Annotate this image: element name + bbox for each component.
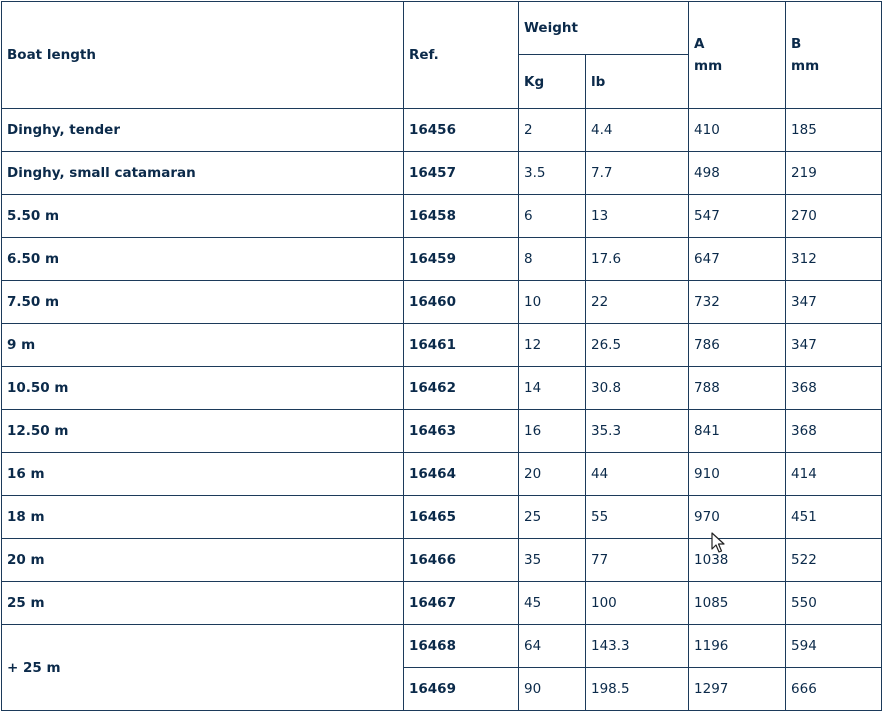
cell-lb: 26.5: [586, 324, 689, 367]
table-row: [2, 324, 882, 367]
cell-b: 312: [786, 238, 882, 281]
cell-a: 970: [689, 496, 786, 539]
cell-kg: 16: [519, 410, 586, 453]
cell-b: 185: [786, 109, 882, 152]
cell-ref: 16460: [404, 281, 519, 324]
cell-kg: 2: [519, 109, 586, 152]
cell-b: 219: [786, 152, 882, 195]
cell-a: 788: [689, 367, 786, 410]
cell-lb: 143.3: [586, 625, 689, 668]
header-boat-length: Boat length: [2, 2, 404, 109]
table-row: [2, 453, 882, 496]
cell-kg: 3.5: [519, 152, 586, 195]
header-kg: Kg: [519, 55, 586, 109]
cell-lb: 198.5: [586, 668, 689, 711]
cell-kg: 45: [519, 582, 586, 625]
header-b-label: B: [791, 36, 802, 52]
cell-kg: 20: [519, 453, 586, 496]
cell-a: 498: [689, 152, 786, 195]
table-row: [2, 410, 882, 453]
table-row: [2, 582, 882, 625]
cell-kg: 35: [519, 539, 586, 582]
header-a: [689, 2, 786, 109]
cell-ref: 16468: [404, 625, 519, 668]
cell-lb: 35.3: [586, 410, 689, 453]
cell-lb: 13: [586, 195, 689, 238]
table-row: [2, 109, 882, 152]
cell-b: 594: [786, 625, 882, 668]
cell-kg: 25: [519, 496, 586, 539]
table-row: [2, 496, 882, 539]
cell-length: 5.50 m: [2, 195, 404, 238]
header-ref: Ref.: [404, 2, 519, 109]
cell-length: 18 m: [2, 496, 404, 539]
cell-a: 841: [689, 410, 786, 453]
cell-ref: 16466: [404, 539, 519, 582]
header-b: [786, 2, 882, 109]
table-row: [2, 195, 882, 238]
header-b-unit: mm: [791, 58, 820, 74]
cell-length: 9 m: [2, 324, 404, 367]
cell-length: 10.50 m: [2, 367, 404, 410]
cell-length: Dinghy, small catamaran: [2, 152, 404, 195]
cell-ref: 16464: [404, 453, 519, 496]
cell-b: 368: [786, 367, 882, 410]
cell-ref: 16457: [404, 152, 519, 195]
table-row: [2, 152, 882, 195]
cell-a: 1085: [689, 582, 786, 625]
cell-length: 25 m: [2, 582, 404, 625]
cell-kg: 6: [519, 195, 586, 238]
cell-length: 12.50 m: [2, 410, 404, 453]
cell-ref: 16458: [404, 195, 519, 238]
cell-a: 410: [689, 109, 786, 152]
cell-length: Dinghy, tender: [2, 109, 404, 152]
table-row: [2, 281, 882, 324]
cell-kg: 12: [519, 324, 586, 367]
cell-ref: 16463: [404, 410, 519, 453]
cell-lb: 4.4: [586, 109, 689, 152]
cell-length: 20 m: [2, 539, 404, 582]
cell-a: 1038: [689, 539, 786, 582]
table-body: [2, 109, 882, 711]
cell-length: 16 m: [2, 453, 404, 496]
cell-lb: 30.8: [586, 367, 689, 410]
cell-b: 522: [786, 539, 882, 582]
cell-lb: 22: [586, 281, 689, 324]
table-row: [2, 625, 882, 668]
cell-ref: 16456: [404, 109, 519, 152]
cell-b: 451: [786, 496, 882, 539]
cell-ref: 16462: [404, 367, 519, 410]
cell-length: + 25 m: [2, 625, 404, 711]
cell-lb: 7.7: [586, 152, 689, 195]
header-row: [2, 2, 882, 55]
cell-kg: 90: [519, 668, 586, 711]
cell-b: 414: [786, 453, 882, 496]
cell-length: 7.50 m: [2, 281, 404, 324]
cell-ref: 16467: [404, 582, 519, 625]
header-a-unit: mm: [694, 58, 723, 74]
cell-length: 6.50 m: [2, 238, 404, 281]
cell-b: 368: [786, 410, 882, 453]
cell-a: 1297: [689, 668, 786, 711]
cell-ref: 16469: [404, 668, 519, 711]
cell-kg: 14: [519, 367, 586, 410]
boat-spec-table: [1, 1, 882, 711]
cell-a: 1196: [689, 625, 786, 668]
cell-kg: 64: [519, 625, 586, 668]
cell-a: 910: [689, 453, 786, 496]
cell-b: 347: [786, 324, 882, 367]
cell-kg: 10: [519, 281, 586, 324]
cell-ref: 16461: [404, 324, 519, 367]
cell-a: 732: [689, 281, 786, 324]
cell-b: 270: [786, 195, 882, 238]
cell-b: 347: [786, 281, 882, 324]
header-weight: Weight: [519, 2, 689, 55]
cell-a: 647: [689, 238, 786, 281]
cell-ref: 16465: [404, 496, 519, 539]
cell-kg: 8: [519, 238, 586, 281]
cell-lb: 55: [586, 496, 689, 539]
header-lb: lb: [586, 55, 689, 109]
cell-lb: 77: [586, 539, 689, 582]
cell-lb: 17.6: [586, 238, 689, 281]
table-row: [2, 539, 882, 582]
cell-b: 550: [786, 582, 882, 625]
table-row: [2, 238, 882, 281]
cell-a: 547: [689, 195, 786, 238]
cell-b: 666: [786, 668, 882, 711]
cell-a: 786: [689, 324, 786, 367]
cell-lb: 44: [586, 453, 689, 496]
cell-ref: 16459: [404, 238, 519, 281]
cell-lb: 100: [586, 582, 689, 625]
header-a-label: A: [694, 36, 705, 52]
table-row: [2, 367, 882, 410]
